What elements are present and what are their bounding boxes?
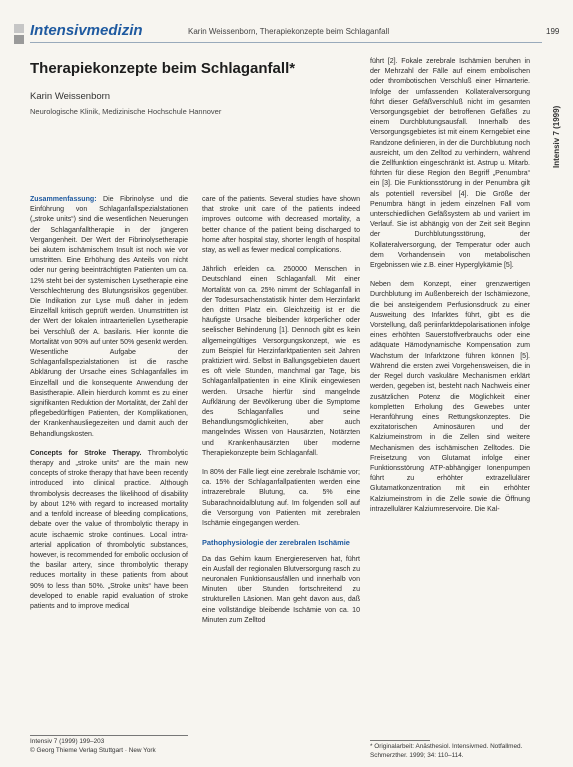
side-label-text: Intensiv 7 (1999)	[552, 105, 561, 168]
text-column-2	[202, 195, 360, 760]
header-rule	[30, 42, 542, 43]
article-author: Karin Weissenborn	[30, 91, 111, 102]
author-institution: Neurologische Klinik, Medizinische Hochschule Hannover	[30, 107, 222, 116]
journal-name: Intensivmedizin	[30, 22, 143, 39]
text-column-1	[30, 195, 188, 730]
mechanisms-paragraph: Neben dem Konzept, einer grenzwertigen Durchblutung im Außenbereich der Ischämiezone, die bei ansteigendem Perfusionsdruck zu einer Ausweitung des Infarktes führt, gibt es die Vorstellung, daß periinfarktdepolarisationen infolge eines erhöhten Sauerstoffverbrauchs oder eine adäquate Hämodynamische Kompensation zum Wachstum der Infarktzone führen können [5]. Während die ersten zwei Vorgehensweisen, die in der Regel durch vaskuläre Mechanismen erklärt werden, gegeben ist, besteht nach Nachweis einer zusätzlichen Potenz die Möglichkeit einer kompletten Erholung des Gewebes unter Heranführung eines Rettungskonzeptes. Die exzitatorischen Aminosäuren und der Kalziumeinstrom in die Zellen sind weitere Mechanismen des ischämischen Zelltodes. Die Freisetzung von Glutamat infolge einer Funktionsstörung ATP-abhängiger Ionenpumpen führt zu erhöhter extrazellulärer Glutamatkonzentration mit ein erhöhter Kalziumeinstrom in die Zelle sowie die Öffnung intrazellulärer Kalziumreservoire. Die Kal-	[370, 281, 530, 513]
abstract-paragraph	[30, 195, 188, 440]
footnote: * Originalarbeit: Anästhesiol. Intensivmed. Notfallmed. Schmerzther. 1999; 34: 110–114.	[370, 743, 523, 759]
article-title: Therapiekonzepte beim Schlaganfall*	[30, 60, 296, 77]
text-column-3	[370, 57, 530, 740]
ischemia-paragraph: In 80% der Fälle liegt eine zerebrale Ischämie vor; ca. 15% der Schlaganfallpatienten werden eine intrazerebrale Blutung, ca. 5% eine Subarachnoidalblutung auf. Im folgenden soll auf die Versorgung von Patienten mit zerebralen Ischämie eingegangen werden.	[202, 469, 360, 528]
page-number: 199	[546, 27, 560, 36]
running-header	[0, 22, 573, 44]
abstract-label: Zusammenfassung:	[30, 196, 97, 203]
running-title: Karin Weissenborn, Therapiekonzepte beim Schlaganfall	[188, 27, 390, 36]
citation-line: Intensiv 7 (1999) 199–203	[30, 738, 105, 745]
section-heading: Pathophysiologie der zerebralen Ischämie	[202, 538, 350, 548]
pathophysiology-paragraph: Da das Gehirn kaum Energiereserven hat, führt ein Ausfall der regionalen Blutversorgung rasch zu neuronalen Funktionsausfällen und innerhalb von Minuten über Stunden fortschreitend zu strukturellen Läsionen. Man geht davon aus, daß eine vollständige bleibende Ischämie von ca. 10 Minuten zum Zelltod	[202, 555, 360, 624]
summary-text: Thrombolytic therapy and „stroke units“ are the main new concepts of stroke therapy that have been recently introduced into clinical practice. Although thrombolysis decreases the likelihood of disability by about 12% with regard to increased mortality and a tenfold increase of bleeding complications, debate over the value of thrombolytic therapy in acute ischaemic stroke continues. Local intra-arterial application of thrombolytic substances, however, is recommended for embolic occlusion of the basilar artery, since thrombolytic therapy reduces mortality in these patients from about 90% to less than 50%. „Stroke units“ have been developed to enable rapid evaluation of stroke patients and to improve medical	[30, 449, 188, 610]
citation-footer	[30, 737, 156, 755]
header-marker-light	[14, 24, 24, 33]
abstract-text: Die Fibrinolyse und die Einführung von Schlaganfallspezialstationen („stroke units“) sind die wesentlichen Neuerungen der Schlaganfalltherapie in der jüngeren Vergangenheit. Der Wert der Fibrinolysetherapie bei akutem ischämischem Insult ist noch wie vor umstritten. Eine Erhöhung des Anteils von nicht oder nur gering beeinträchtigten Patienten um ca. 12% steht bei der systemischen Lysetherapie eine Verschlechterung des Blutungsrisikos gegenüber. Die Indikation zur Lyse muß daher in jedem Einzelfall kritisch geprüft werden. Unumstritten ist der Wert der lokalen intraarteriellen Lysetherapie bei Verschluß der A. basilaris. Hier konnte die Mortalität von 90% auf unter 50% gesenkt werden. Wesentliche Aufgabe der Schlaganfallspezialstationen ist die rasche Abklärung der Ursache eines Schlaganfalles im Einzelfall und die konsequente Anwendung der Basistherapie. Allein hierdurch kommt es zu einer signifikanten Reduktion der Mortalität, der Zahl der pflegebedürftigen Patienten, der Komplikationen, der Krankenhausliegezeiten und damit auch der Behandlungskosten.	[30, 196, 188, 438]
footer-rule	[30, 735, 188, 736]
summary-continued: care of the patients. Several studies have shown that stroke unit care of the patients indeed improves outcome with decreased mortality, a better chance of the patient being discharged to home after hospital stay, shorter length of hospital stay, as well as fewer medical complications.	[202, 196, 360, 255]
penumbra-paragraph: führt [2]. Fokale zerebrale Ischämien beruhen in der Mehrzahl der Fälle auf einem embolischen oder thrombotischen Verschluß einer Hirnarterie. Infolge der umfassenden Kollateralversorgung führt dieser Gefäßverschluß nicht im gesamten Versorgungsgebiet der betroffenen Gefäßes zu einem Durchblutungsausfall. Innerhalb des Versorgungsgebietes ist mit einem Kerngebiet eine Randzone definieren, in der die Durchblutung noch ausreicht, um den Zelltod zu verhindern, während die Zellfunktion eingeschränkt ist. Astrup u. Mitarb. führten für diese Region den Begriff „Penumbra“ ein [3]. Die Funktionsstörung in der Penumbra gilt als potentiell reversibel [4]. Die Größe der Penumbra hängt in jedem einzelnen Fall vom unterschiedlichen Gefäßsystem ab und variiert im Verlauf. Sie ist abhängig von der Zeit seit Beginn der Durchblutungsstörung, der Kollateralversorgung, der Temperatur oder auch dem Vorhandensein von metabolischen Ergebnissen wie z.B. einer Hyperglykämie [5].	[370, 58, 530, 270]
intro-paragraph: Jährlich erleiden ca. 250000 Menschen in Deutschland einen Schlaganfall. Mit einer Mortalität von ca. 25% nimmt der Schlaganfall in der Todesursachenstatistik hinter dem Herzinfarkt den dritten Platz ein. Gleichzeitig ist er die häufigste Ursache bleibender körperlicher oder seelischer Behinderung [1]. Dennoch gibt es kein allgemeingültiges Versorgungskonzept, wie es zum Beispiel für Herzinfarktpatienten seit Jahren praktiziert wird. Selbst in Ballungsgebieten dauert es oft viele Stunden, manchmal gar Tage, bis Schlaganfallpatienten in eine Klinik eingewiesen werden. Ursache hierfür sind mangelnde Aufklärung der Bevölkerung über die Symptome des Schlaganfalles und seine Behandlungsmöglichkeiten, aber auch mangelndes Wissen von Hausärzten, Notärzten und Krankenhausärzten über moderne Therapiekonzepte beim Schlaganfall.	[202, 266, 360, 457]
footnote-rule	[370, 740, 430, 741]
copyright-line: © Georg Thieme Verlag Stuttgart · New York	[30, 747, 156, 754]
side-label	[550, 60, 566, 170]
header-marker-dark	[14, 35, 24, 44]
summary-label: Concepts for Stroke Therapy.	[30, 449, 142, 457]
summary-paragraph	[30, 449, 188, 612]
